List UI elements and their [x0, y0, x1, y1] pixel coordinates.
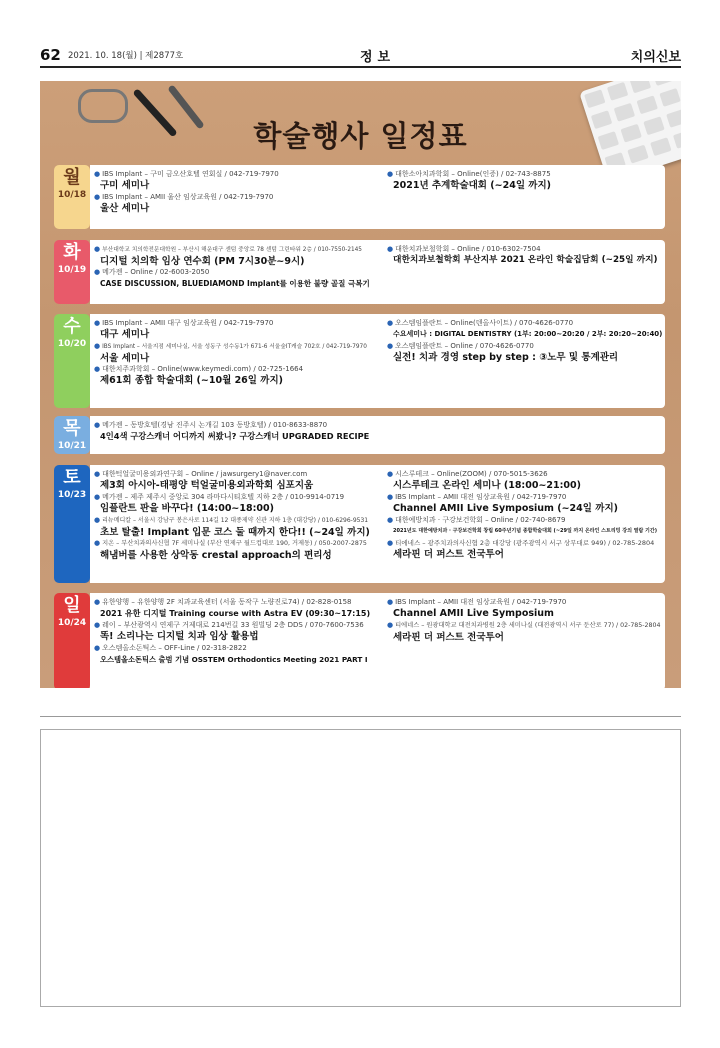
event-title: 세라핀 더 퍼스트 전국투어: [393, 632, 504, 643]
event-title: 2021 유한 디지털 Training course with Astra EV (09:30~17:15): [100, 609, 371, 618]
day-row: [54, 593, 665, 688]
event-organizer: ● 메가젠 – Online / 02-6003-2050: [94, 267, 370, 277]
event-organizer: ● IBS Implant – AMII 대구 임상교육원 / 042-719-7970: [94, 318, 370, 328]
event-item: [387, 620, 663, 644]
event-organizer: ● 대한예방치과 · 구강보건학회 – Online / 02-740-8679: [387, 515, 663, 525]
event-item: [94, 538, 370, 562]
event-item: [94, 169, 370, 192]
day-row: [54, 416, 665, 454]
event-organizer: ● 시스루테크 – Online(ZOOM) / 070-5015-3626: [387, 469, 663, 479]
day-card: [90, 593, 665, 688]
event-organizer: ● IBS Implant – AMII 대전 임상교육원 / 042-719-7970: [387, 597, 663, 607]
event-item: [387, 597, 663, 620]
day-badge: [54, 416, 90, 454]
day-row: [54, 465, 665, 583]
event-title: 2021년 추계학술대회 (~24일 까지): [393, 180, 551, 191]
event-organizer: ● 오스템올소돈틱스 – OFF-Line / 02-318-2822: [94, 643, 370, 653]
issue-date: 2021. 10. 18(월) | 제2877호: [68, 51, 184, 61]
event-item: [94, 364, 370, 387]
event-item: [94, 597, 370, 620]
event-item: [387, 169, 663, 192]
day-card: [90, 314, 665, 408]
day-date: 10/19: [57, 265, 87, 275]
day-row: [54, 165, 665, 229]
event-item: [387, 244, 663, 267]
day-card: [90, 165, 665, 229]
schedule-title: 학술행사 일정표: [253, 119, 468, 153]
event-title: 4인4색 구강스캐너 어디까지 써봤니? 구강스캐너 UPGRADED RECIPE: [100, 431, 370, 441]
event-organizer: ● 유한양행 – 유한양행 2F 치과교육센터 (서울 동작구 노량진로74) / 02-828-0158: [94, 597, 370, 607]
divider: [40, 716, 681, 717]
event-item: [94, 492, 370, 515]
brand-logo: 치의신보: [630, 50, 681, 65]
event-title: CASE DISCUSSION, BLUEDIAMOND Implant를 이용한 불량 골질 극복기: [100, 279, 370, 288]
day-name: 수: [63, 316, 81, 337]
day-row: [54, 314, 665, 408]
event-title: 서울 세미나: [100, 353, 150, 364]
event-organizer: ● 부산대학교 치의학전문대학원 – 부산시 해운대구 센텀 중앙로 78 센텀 그린타워 2층 / 010-7550-2145: [94, 244, 370, 255]
day-card: [90, 240, 665, 304]
event-title: Channel AMII Live Symposium (~24일 까지): [393, 503, 618, 514]
event-title: 해냄버를 사용한 상악동 crestal approach의 편리성: [100, 550, 332, 561]
event-title: 수요세미나 : DIGITAL DENTISTRY (1부: 20:00~20:20 / 2부: 20:20~20:40): [393, 330, 663, 338]
event-item: [94, 420, 370, 443]
event-organizer: ● 메가젠 – 제주 제주시 중앙로 304 라마다시티호텔 지하 2층 / 010-9914-0719: [94, 492, 370, 502]
day-name: 목: [63, 418, 81, 439]
event-item: [94, 341, 370, 365]
event-item: [387, 341, 663, 364]
schedule-board: [40, 81, 681, 688]
advertisement-box: [40, 729, 681, 1007]
event-item: [387, 492, 663, 515]
day-badge: [54, 165, 90, 229]
event-organizer: ● 대한치주과학회 – Online(www.keymedi.com) / 02-725-1664: [94, 364, 370, 374]
event-item: [94, 267, 370, 290]
page-number: 62: [40, 46, 61, 64]
event-title: 초보 탈출! Implant 입문 코스 둘 때까지 한다!! (~24일 까지): [100, 527, 370, 538]
event-title: 시스루테크 온라인 세미나 (18:00~21:00): [393, 480, 581, 491]
day-name: 화: [63, 242, 81, 263]
event-title: 대구 세미나: [100, 329, 150, 340]
day-date: 10/24: [57, 618, 87, 628]
day-name: 일: [63, 595, 81, 616]
day-card: [90, 416, 665, 454]
day-name: 월: [63, 167, 81, 188]
event-item: [94, 620, 370, 643]
day-date: 10/21: [57, 441, 87, 451]
day-card: [90, 465, 665, 583]
event-organizer: ● 대한턱얼굴미용외과연구회 – Online / jawsurgery1@naver.com: [94, 469, 370, 479]
page-header: [40, 44, 681, 68]
event-organizer: ● 리뉴메디칼 – 서울시 강남구 봉은사로 114길 12 대종제약 신관 지하 1층 (대강당) / 010-6296-9531: [94, 515, 370, 526]
day-date: 10/20: [57, 339, 87, 349]
event-title: 2021년도 대한예방치과 · 구강보건학회 창립 60주년기념 종합학술대회 (~29일 까지 온라인 스트리밍 강의 열람 기간): [393, 528, 657, 534]
event-organizer: ● IBS Implant – 서울지점 세미나실, 서울 성동구 성수동1가 671-6 서울숲IT캐슬 702호 / 042-719-7970: [94, 341, 370, 352]
event-organizer: ● 오스템임플란트 – Online(덴올사이트) / 070-4626-0770: [387, 318, 663, 328]
day-badge: [54, 240, 90, 304]
event-title: 오스템올소돈틱스 출범 기념 OSSTEM Orthodontics Meeting 2021 PART I: [100, 655, 368, 664]
event-item: [387, 318, 663, 341]
event-organizer: ● 오스템임플란트 – Online / 070-4626-0770: [387, 341, 663, 351]
event-organizer: ● 지온 – 부산치과의사신협 7F 세미나실 (부산 연제구 월드컵대로 190, 거제동) / 050-2007-2875: [94, 538, 370, 549]
event-title: 실전! 치과 경영 step by step : ③노무 및 통계관리: [393, 352, 619, 363]
event-organizer: ● 티에네스 – 광주치과의사신협 2층 대강당 (광주광역시 서구 상무대로 949) / 02-785-2804: [387, 538, 663, 548]
event-title: Channel AMII Live Symposium: [393, 608, 554, 619]
event-organizer: ● IBS Implant – 구미 금오산호텔 연회실 / 042-719-7970: [94, 169, 370, 179]
day-name: 토: [63, 467, 81, 488]
event-title: 제3회 아시아-태평양 턱얼굴미용외과학회 심포지움: [100, 480, 314, 491]
event-item: [387, 538, 663, 561]
day-badge: [54, 465, 90, 583]
event-item: [94, 469, 370, 492]
event-organizer: ● 티에네스 – 원광대학교 대전치과병원 2층 세미나실 (대전광역시 서구 둔산로 77) / 02-785-2804: [387, 620, 663, 631]
event-organizer: ● IBS Implant – AMII 울산 임상교육원 / 042-719-7970: [94, 192, 370, 202]
event-title: 디지털 치의학 임상 연수회 (PM 7시30분~9시): [100, 256, 305, 267]
event-item: [94, 643, 370, 666]
event-organizer: ● 메가젠 – 동방호텔(경남 진주시 논개길 103 동방호텔) / 010-8633-8870: [94, 420, 370, 430]
section-title: 정보: [360, 50, 396, 65]
day-row: [54, 240, 665, 304]
day-badge: [54, 314, 90, 408]
event-item: [94, 244, 370, 268]
event-organizer: ● 대한소아치과학회 – Online(인증) / 02-743-8875: [387, 169, 663, 179]
event-item: [94, 515, 370, 539]
event-title: 대한치과보철학회 부산지부 2021 온라인 학술집담회 (~25일 까지): [393, 255, 658, 265]
day-badge: [54, 593, 90, 688]
event-title: 제61회 종합 학술대회 (~10월 26일 까지): [100, 375, 283, 386]
event-title: 구미 세미나: [100, 180, 150, 191]
event-title: 세라핀 더 퍼스트 전국투어: [393, 549, 504, 560]
event-organizer: ● 레이 – 부산광역시 연제구 거제대로 214번길 33 원빌딩 2층 DDS / 070-7600-7536: [94, 620, 370, 630]
event-title: 울산 세미나: [100, 203, 150, 214]
event-item: [387, 515, 663, 538]
day-date: 10/23: [57, 490, 87, 500]
event-title: 똑! 소리나는 디지털 치과 임상 활용법: [100, 631, 259, 642]
event-item: [94, 318, 370, 341]
event-organizer: ● 대한치과보철학회 – Online / 010-6302-7504: [387, 244, 663, 254]
event-item: [94, 192, 370, 215]
event-organizer: ● IBS Implant – AMII 대전 임상교육원 / 042-719-7970: [387, 492, 663, 502]
day-date: 10/18: [57, 190, 87, 200]
event-item: [387, 469, 663, 492]
event-title: 임플란트 판을 바꾸다! (14:00~18:00): [100, 503, 274, 514]
